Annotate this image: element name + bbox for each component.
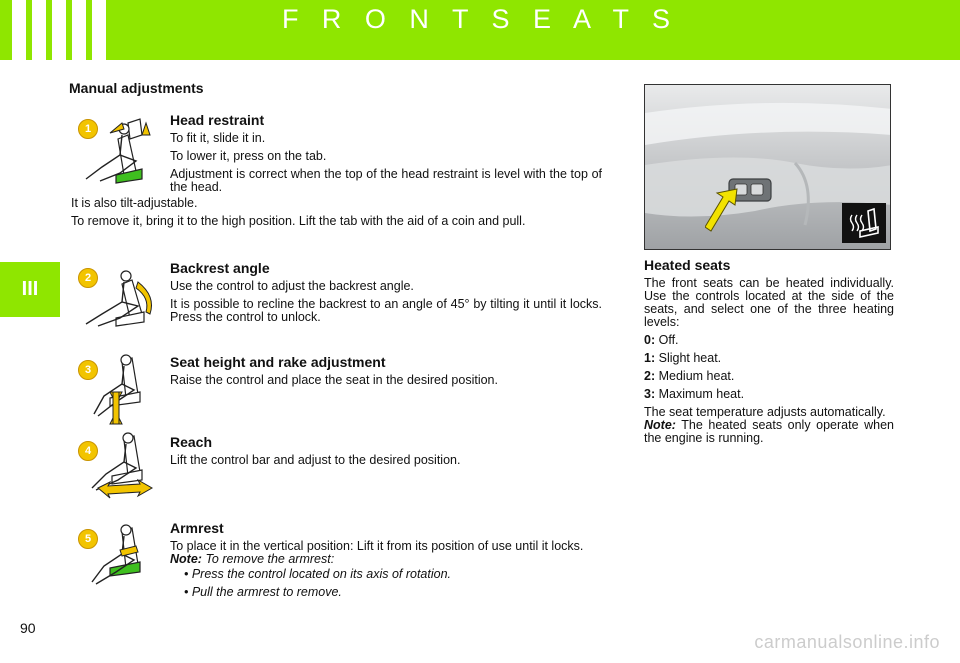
- heated-seats-intro: The front seats can be heated individually. Use the controls located at the side of the seats, and select one of the three heating levels:: [644, 276, 894, 329]
- armrest-heading: Armrest: [170, 520, 224, 536]
- chapter-tab: III: [0, 262, 60, 317]
- seat-backrest-icon: [80, 262, 160, 334]
- arrow-icon: [705, 187, 741, 235]
- page-title: F R O N T S E A T S: [281, 4, 679, 34]
- page-number: 90: [20, 620, 36, 636]
- heated-seat-photo: [644, 84, 891, 250]
- armrest-bullet-1: • Press the control located on its axis of rotation.: [184, 567, 452, 581]
- head-restraint-text-2: To lower it, press on the tab.: [170, 149, 327, 163]
- seat-headrest-icon: [80, 115, 160, 187]
- height-text-1: Raise the control and place the seat in the desired position.: [170, 373, 498, 387]
- heat-level-2: 2: Medium heat.: [644, 369, 735, 383]
- heated-seat-icon: [842, 203, 886, 243]
- head-restraint-text-3: Adjustment is correct when the top of the head restraint is level with the top of the head.: [170, 167, 602, 194]
- backrest-heading: Backrest angle: [170, 260, 270, 276]
- armrest-block: [170, 520, 602, 604]
- armrest-note-text: To remove the armrest:: [205, 552, 335, 566]
- height-block: [170, 354, 602, 392]
- heated-seats-block: [644, 259, 894, 450]
- section-title: Manual adjustments: [69, 80, 204, 96]
- step-badge-4: 4: [78, 441, 98, 461]
- armrest-text-1: To place it in the vertical position: Lift it from its position of use until it locks.: [170, 539, 584, 553]
- heat-level-1: 1: Slight heat.: [644, 351, 722, 365]
- watermark: carmanualsonline.info: [754, 632, 940, 652]
- head-restraint-text-1: To fit it, slide it in.: [170, 131, 266, 145]
- reach-block: [170, 434, 602, 472]
- armrest-bullet-2: • Pull the armrest to remove.: [184, 585, 342, 599]
- heated-seats-heading: Heated seats: [644, 257, 731, 273]
- heated-note-text: The heated seats only operate when the engine is running.: [644, 418, 894, 445]
- seat-armrest-icon: [84, 522, 160, 594]
- step-badge-3: 3: [78, 360, 98, 380]
- height-heading: Seat height and rake adjustment: [170, 354, 386, 370]
- armrest-note-label: Note:: [170, 552, 202, 566]
- head-restraint-heading: Head restraint: [170, 112, 265, 128]
- seat-height-icon: [84, 352, 160, 426]
- step-badge-5: 5: [78, 529, 98, 549]
- head-restraint-block: [170, 112, 602, 199]
- heated-seats-temp: The seat temperature adjusts automatically.: [644, 405, 886, 419]
- heat-level-0: 0: Off.: [644, 333, 679, 347]
- heated-note-label: Note:: [644, 418, 676, 432]
- backrest-block: [170, 260, 602, 329]
- seat-reach-icon: [84, 430, 160, 504]
- head-restraint-text-4: It is also tilt-adjustable.: [71, 196, 198, 210]
- head-restraint-extra: [71, 197, 602, 233]
- backrest-text-2: It is possible to recline the backrest to an angle of 45° by tilting it until it locks. Press the control to unlock.: [170, 297, 602, 324]
- head-restraint-text-5: To remove it, bring it to the high position. Lift the tab with the aid of a coin and pull.: [71, 214, 526, 228]
- heat-level-3: 3: Maximum heat.: [644, 387, 745, 401]
- header-bar: [0, 0, 960, 60]
- reach-text-1: Lift the control bar and adjust to the desired position.: [170, 453, 461, 467]
- backrest-text-1: Use the control to adjust the backrest angle.: [170, 279, 414, 293]
- reach-heading: Reach: [170, 434, 213, 450]
- step-badge-1: 1: [78, 119, 98, 139]
- step-badge-2: 2: [78, 268, 98, 288]
